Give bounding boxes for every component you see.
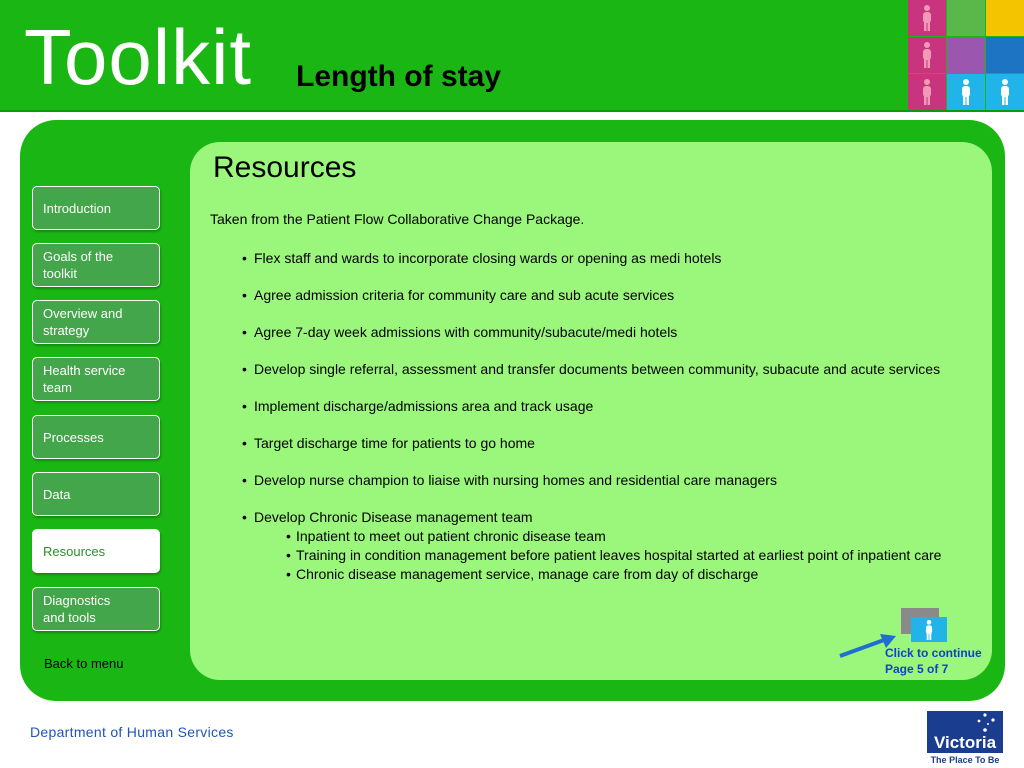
person-icon	[921, 79, 933, 105]
nav-diagnostics-tools[interactable]: Diagnostics and tools	[32, 587, 160, 631]
tile-green	[947, 0, 985, 36]
list-item: • Develop single referral, assessment and transfer documents between community, subacute and acute services	[240, 360, 980, 379]
nav-introduction[interactable]: Introduction	[32, 186, 160, 230]
southern-cross-icon	[971, 712, 1001, 734]
nav-data[interactable]: Data	[32, 472, 160, 516]
person-icon	[999, 79, 1011, 105]
person-icon	[921, 42, 933, 68]
continue-tile	[911, 617, 947, 642]
nav-health-service-team[interactable]: Health service team	[32, 357, 160, 401]
tile-magenta	[908, 74, 946, 110]
list-item: • Target discharge time for patients to go home	[240, 434, 980, 453]
continue-label: Click to continue	[885, 646, 982, 660]
back-to-menu-link[interactable]: Back to menu	[44, 656, 124, 671]
brand-tiles	[908, 0, 1024, 110]
list-item: • Agree 7-day week admissions with community/subacute/medi hotels	[240, 323, 980, 342]
header-bar	[0, 0, 1024, 112]
nav-processes[interactable]: Processes	[32, 415, 160, 459]
app-title: Toolkit	[24, 13, 253, 101]
list-item-label: Develop Chronic Disease management team	[254, 509, 533, 525]
tile-yellow	[986, 0, 1024, 36]
nav-resources[interactable]: Resources	[32, 529, 160, 573]
tile-magenta	[908, 0, 946, 36]
page-subtitle: Length of stay	[296, 60, 502, 93]
tile-purple	[947, 37, 985, 73]
list-item: • Implement discharge/admissions area and track usage	[240, 397, 980, 416]
tile-blue	[986, 37, 1024, 73]
person-icon	[960, 79, 972, 105]
tile-cyan	[986, 74, 1024, 110]
person-icon	[921, 5, 933, 31]
list-item: • Agree admission criteria for community care and sub acute services	[240, 286, 980, 305]
page-indicator: Page 5 of 7	[885, 662, 949, 676]
sub-list-item: • Inpatient to meet out patient chronic disease team	[286, 527, 980, 546]
nav-goals[interactable]: Goals of the toolkit	[32, 243, 160, 287]
nav-overview-strategy[interactable]: Overview and strategy	[32, 300, 160, 344]
continue-button[interactable]	[901, 608, 947, 642]
department-name: Department of Human Services	[30, 724, 234, 740]
tile-cyan	[947, 74, 985, 110]
person-icon	[924, 620, 934, 640]
page-heading: Resources	[213, 151, 357, 184]
list-item-with-subitems	[240, 508, 980, 584]
resource-list	[240, 249, 980, 602]
tile-magenta	[908, 37, 946, 73]
intro-text: Taken from the Patient Flow Collaborative Change Package.	[210, 211, 585, 227]
victoria-logo	[927, 711, 1003, 768]
continue-link[interactable]	[885, 645, 982, 677]
sub-list-item: • Chronic disease management service, manage care from day of discharge	[286, 565, 980, 584]
list-item: • Develop nurse champion to liaise with nursing homes and residential care managers	[240, 471, 980, 490]
logo-word: Victoria	[933, 733, 997, 752]
list-item: • Flex staff and wards to incorporate closing wards or opening as medi hotels	[240, 249, 980, 268]
logo-tagline: The Place To Be	[927, 753, 1003, 768]
sub-list-item: • Training in condition management before patient leaves hospital started at earliest point of inpatient care	[286, 546, 980, 565]
sub-list	[254, 527, 980, 584]
